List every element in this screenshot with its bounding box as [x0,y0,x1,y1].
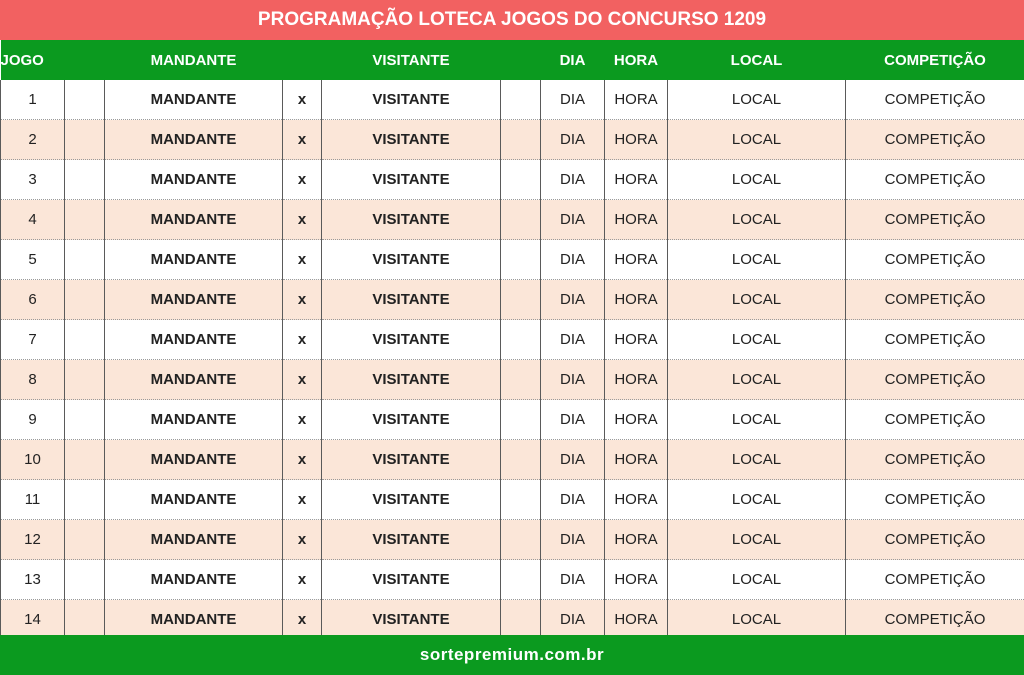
cell-hora: HORA [605,120,668,160]
cell-local: LOCAL [668,120,846,160]
cell-hora: HORA [605,560,668,600]
cell-mandante: MANDANTE [105,240,283,280]
cell-mandante: MANDANTE [105,440,283,480]
cell-spacer [65,160,105,200]
cell-spacer [65,320,105,360]
cell-jogo: 1 [1,80,65,120]
cell-competicao: COMPETIÇÃO [846,280,1024,320]
cell-competicao: COMPETIÇÃO [846,160,1024,200]
table-row [1,520,1024,560]
cell-local: LOCAL [668,480,846,520]
cell-local: LOCAL [668,360,846,400]
cell-spacer [65,120,105,160]
cell-mandante: MANDANTE [105,160,283,200]
cell-local: LOCAL [668,240,846,280]
cell-mandante: MANDANTE [105,120,283,160]
cell-spacer [65,600,105,640]
cell-vs: x [283,560,322,600]
cell-spacer [65,520,105,560]
cell-local: LOCAL [668,600,846,640]
header-mandante: MANDANTE [105,40,283,80]
cell-spacer [65,280,105,320]
cell-visitante: VISITANTE [322,520,501,560]
cell-spacer [501,240,541,280]
cell-spacer [501,280,541,320]
cell-jogo: 10 [1,440,65,480]
cell-hora: HORA [605,480,668,520]
cell-dia: DIA [541,600,605,640]
cell-jogo: 9 [1,400,65,440]
cell-mandante: MANDANTE [105,280,283,320]
cell-competicao: COMPETIÇÃO [846,520,1024,560]
cell-visitante: VISITANTE [322,440,501,480]
header-spacer [283,40,322,80]
cell-jogo: 8 [1,360,65,400]
cell-spacer [65,80,105,120]
table-row [1,360,1024,400]
cell-jogo: 4 [1,200,65,240]
cell-local: LOCAL [668,160,846,200]
cell-visitante: VISITANTE [322,120,501,160]
cell-jogo: 7 [1,320,65,360]
cell-visitante: VISITANTE [322,320,501,360]
cell-mandante: MANDANTE [105,80,283,120]
cell-vs: x [283,240,322,280]
cell-visitante: VISITANTE [322,400,501,440]
cell-dia: DIA [541,520,605,560]
cell-visitante: VISITANTE [322,280,501,320]
cell-jogo: 14 [1,600,65,640]
cell-vs: x [283,200,322,240]
cell-vs: x [283,120,322,160]
cell-jogo: 3 [1,160,65,200]
cell-competicao: COMPETIÇÃO [846,240,1024,280]
cell-hora: HORA [605,80,668,120]
cell-jogo: 5 [1,240,65,280]
header-dia: DIA [541,40,605,80]
header-spacer [65,40,105,80]
table-row [1,200,1024,240]
cell-vs: x [283,80,322,120]
table-row [1,480,1024,520]
table-row [1,440,1024,480]
table-row [1,280,1024,320]
cell-mandante: MANDANTE [105,600,283,640]
table-row [1,600,1024,640]
cell-dia: DIA [541,200,605,240]
cell-local: LOCAL [668,80,846,120]
cell-hora: HORA [605,320,668,360]
cell-hora: HORA [605,200,668,240]
cell-spacer [501,400,541,440]
table-row [1,80,1024,120]
cell-mandante: MANDANTE [105,560,283,600]
cell-spacer [501,560,541,600]
cell-competicao: COMPETIÇÃO [846,80,1024,120]
page-title: PROGRAMAÇÃO LOTECA JOGOS DO CONCURSO 1209 [0,0,1024,40]
cell-visitante: VISITANTE [322,240,501,280]
cell-spacer [65,360,105,400]
header-spacer [501,40,541,80]
cell-dia: DIA [541,480,605,520]
table-header-row [1,40,1024,80]
cell-visitante: VISITANTE [322,200,501,240]
games-table [0,40,1024,640]
cell-spacer [501,120,541,160]
cell-mandante: MANDANTE [105,320,283,360]
cell-dia: DIA [541,320,605,360]
cell-dia: DIA [541,440,605,480]
cell-dia: DIA [541,400,605,440]
cell-dia: DIA [541,120,605,160]
cell-spacer [501,520,541,560]
cell-hora: HORA [605,240,668,280]
table-row [1,320,1024,360]
cell-spacer [501,360,541,400]
cell-dia: DIA [541,560,605,600]
cell-visitante: VISITANTE [322,480,501,520]
cell-spacer [65,200,105,240]
cell-jogo: 2 [1,120,65,160]
cell-local: LOCAL [668,400,846,440]
cell-vs: x [283,400,322,440]
cell-spacer [65,440,105,480]
cell-jogo: 6 [1,280,65,320]
header-competicao: COMPETIÇÃO [846,40,1024,80]
cell-visitante: VISITANTE [322,600,501,640]
cell-dia: DIA [541,160,605,200]
header-hora: HORA [605,40,668,80]
cell-visitante: VISITANTE [322,360,501,400]
cell-vs: x [283,480,322,520]
cell-vs: x [283,360,322,400]
cell-visitante: VISITANTE [322,80,501,120]
header-jogo: JOGO [1,40,65,80]
cell-vs: x [283,280,322,320]
table-row [1,120,1024,160]
cell-dia: DIA [541,280,605,320]
cell-mandante: MANDANTE [105,520,283,560]
cell-competicao: COMPETIÇÃO [846,480,1024,520]
cell-vs: x [283,320,322,360]
header-local: LOCAL [668,40,846,80]
cell-jogo: 11 [1,480,65,520]
cell-competicao: COMPETIÇÃO [846,120,1024,160]
table-body [1,80,1024,640]
cell-spacer [501,80,541,120]
cell-local: LOCAL [668,520,846,560]
cell-competicao: COMPETIÇÃO [846,600,1024,640]
cell-vs: x [283,600,322,640]
cell-hora: HORA [605,160,668,200]
cell-spacer [65,480,105,520]
cell-vs: x [283,520,322,560]
cell-dia: DIA [541,80,605,120]
cell-visitante: VISITANTE [322,560,501,600]
cell-spacer [65,560,105,600]
table-row [1,160,1024,200]
cell-vs: x [283,160,322,200]
cell-mandante: MANDANTE [105,400,283,440]
cell-dia: DIA [541,360,605,400]
cell-spacer [65,240,105,280]
cell-hora: HORA [605,600,668,640]
cell-competicao: COMPETIÇÃO [846,440,1024,480]
cell-jogo: 13 [1,560,65,600]
cell-dia: DIA [541,240,605,280]
cell-hora: HORA [605,440,668,480]
cell-competicao: COMPETIÇÃO [846,200,1024,240]
cell-spacer [65,400,105,440]
header-visitante: VISITANTE [322,40,501,80]
cell-local: LOCAL [668,320,846,360]
cell-mandante: MANDANTE [105,200,283,240]
table-row [1,240,1024,280]
cell-local: LOCAL [668,560,846,600]
table-row [1,560,1024,600]
cell-local: LOCAL [668,200,846,240]
cell-hora: HORA [605,520,668,560]
cell-mandante: MANDANTE [105,480,283,520]
cell-competicao: COMPETIÇÃO [846,320,1024,360]
footer-site: sortepremium.com.br [0,635,1024,675]
cell-spacer [501,200,541,240]
cell-competicao: COMPETIÇÃO [846,560,1024,600]
table-row [1,400,1024,440]
cell-competicao: COMPETIÇÃO [846,360,1024,400]
cell-spacer [501,440,541,480]
cell-hora: HORA [605,400,668,440]
cell-spacer [501,600,541,640]
cell-spacer [501,480,541,520]
cell-visitante: VISITANTE [322,160,501,200]
cell-mandante: MANDANTE [105,360,283,400]
cell-spacer [501,320,541,360]
cell-spacer [501,160,541,200]
cell-local: LOCAL [668,440,846,480]
cell-jogo: 12 [1,520,65,560]
cell-competicao: COMPETIÇÃO [846,400,1024,440]
cell-vs: x [283,440,322,480]
cell-hora: HORA [605,280,668,320]
cell-hora: HORA [605,360,668,400]
cell-local: LOCAL [668,280,846,320]
